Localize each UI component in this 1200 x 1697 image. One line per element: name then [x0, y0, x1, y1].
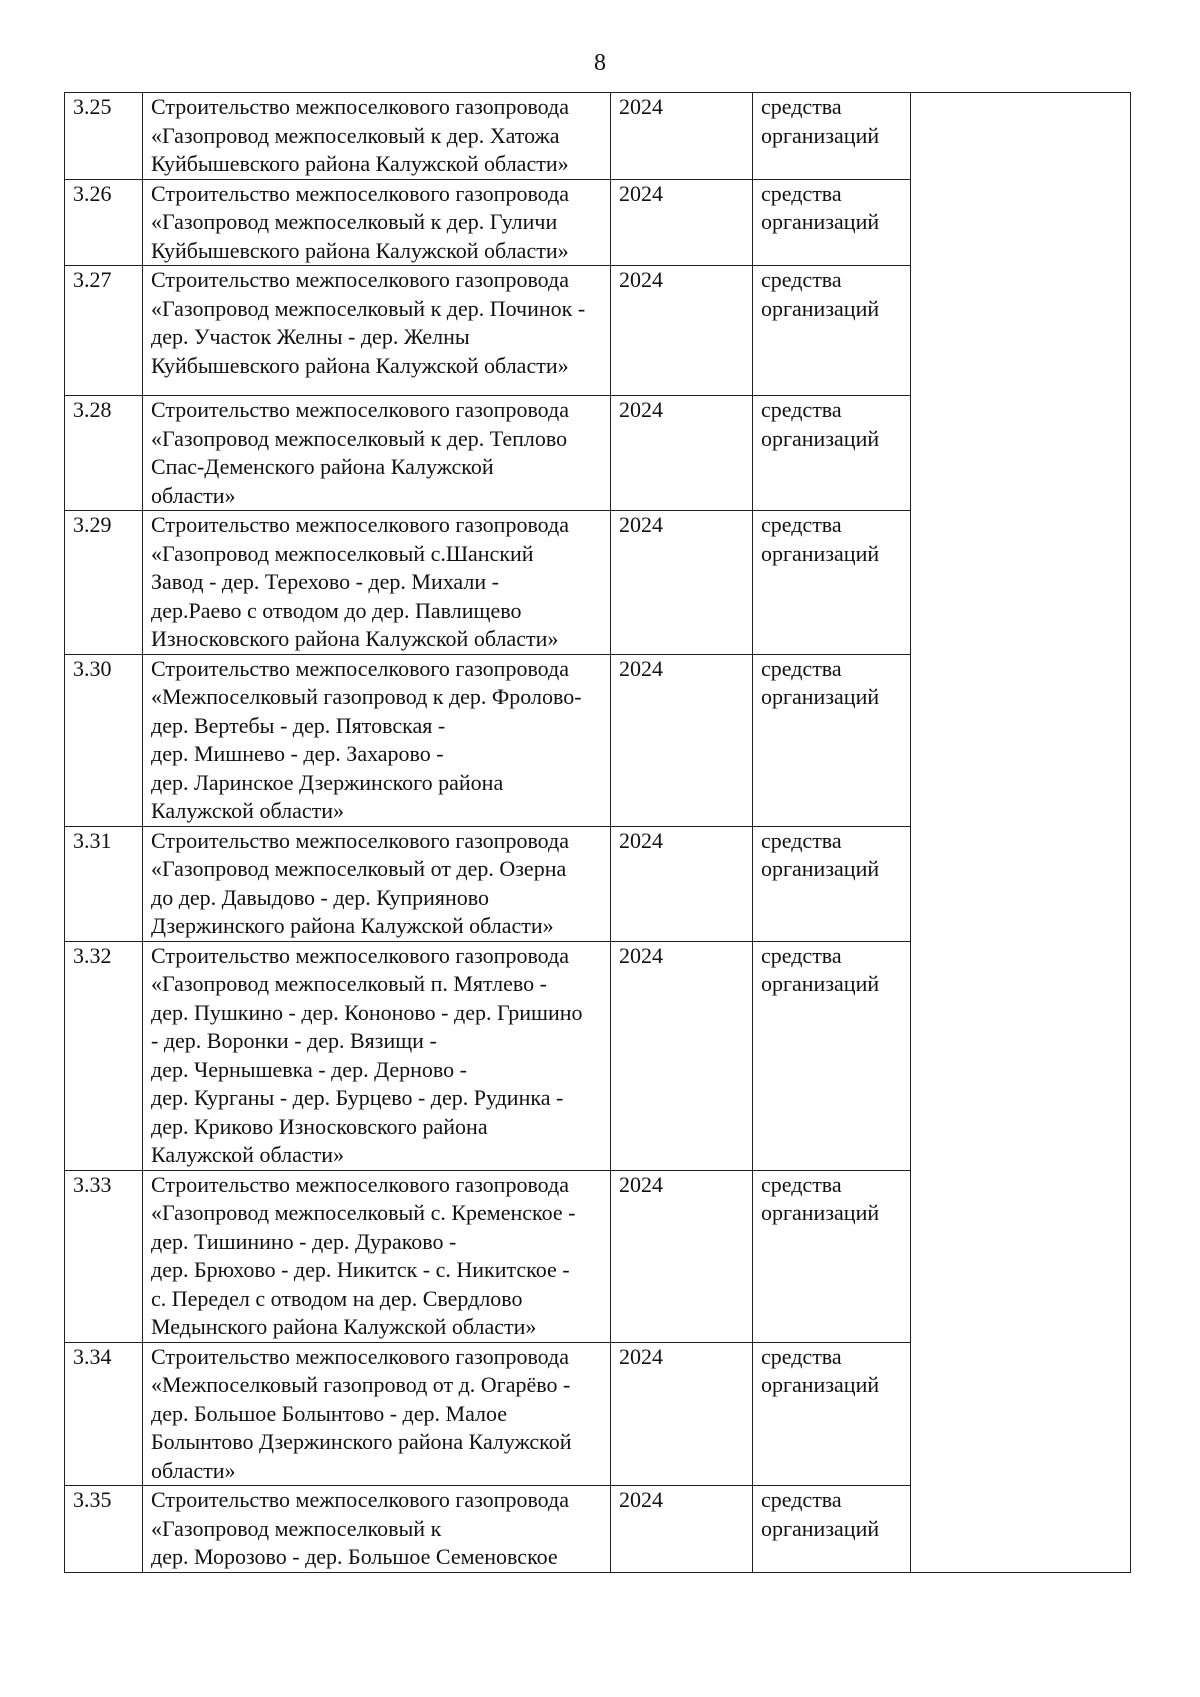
description-line: Строительство межпоселкового газопровода — [151, 1343, 569, 1369]
project-description — [143, 1342, 611, 1486]
year-cell: 2024 — [611, 266, 753, 396]
table-row — [65, 93, 1131, 180]
project-description — [143, 266, 611, 396]
year-cell: 2024 — [611, 511, 753, 655]
description-line: Завод - дер. Терехово - дер. Михали - — [151, 569, 499, 594]
description-line: Строительство межпоселкового газопровода — [151, 512, 569, 537]
description-line: Строительство межпоселкового газопровода — [151, 267, 569, 292]
description-line: Строительство межпоселкового газопровода — [151, 397, 569, 422]
funding-source — [753, 93, 911, 180]
row-number: 3.27 — [65, 266, 143, 396]
funding-source — [753, 941, 911, 1170]
row-number: 3.33 — [65, 1170, 143, 1342]
description-line: «Газопровод межпоселковый к — [151, 1515, 442, 1541]
project-description — [143, 941, 611, 1170]
funding-source-line: средства — [761, 180, 842, 206]
funding-source — [753, 179, 911, 266]
funding-source-line: средства — [761, 1343, 842, 1369]
description-line: - дер. Воронки - дер. Вязищи - — [151, 1028, 437, 1053]
year-cell: 2024 — [611, 93, 753, 180]
year-cell: 2024 — [611, 654, 753, 826]
description-line: дер. Вертебы - дер. Пятовская - — [151, 712, 446, 738]
description-line: дер. Пушкино - дер. Кононово - дер. Гришино — [151, 999, 583, 1025]
funding-source — [753, 266, 911, 396]
funding-source-line: средства — [761, 655, 842, 681]
year-cell: 2024 — [611, 1486, 753, 1573]
project-description — [143, 654, 611, 826]
year-cell: 2024 — [611, 1342, 753, 1486]
funding-source — [753, 1486, 911, 1573]
funding-source-line: средства — [761, 267, 842, 292]
table-body — [65, 93, 1131, 1573]
description-line: Дзержинского района Калужской области» — [151, 913, 554, 938]
description-line: Медынского района Калужской области» — [151, 1314, 537, 1339]
description-line: Строительство межпоселкового газопровода — [151, 942, 569, 968]
description-line: Строительство межпоселкового газопровода — [151, 94, 569, 119]
description-line: дер. Мишнево - дер. Захарово - — [151, 741, 444, 766]
funding-source — [753, 1170, 911, 1342]
funding-source-line: организаций — [761, 425, 880, 451]
description-line: дер. Большое Болынтово - дер. Малое — [151, 1400, 508, 1426]
funding-source-line: средства — [761, 397, 842, 422]
funding-source — [753, 1342, 911, 1486]
description-line: «Межпоселковый газопровод к дер. Фролово- — [151, 684, 582, 709]
description-line: «Газопровод межпоселковый п. Мятлево - — [151, 971, 547, 996]
description-line: Строительство межпоселкового газопровода — [151, 827, 569, 853]
description-line: «Газопровод межпоселковый от дер. Озерна — [151, 856, 567, 881]
row-number: 3.25 — [65, 93, 143, 180]
description-line: дер. Брюхово - дер. Никитск - с. Никитское - — [151, 1257, 570, 1282]
year-cell: 2024 — [611, 941, 753, 1170]
funding-source-line: организаций — [761, 684, 880, 709]
description-line: дер. Участок Желны - дер. Желны — [151, 324, 470, 349]
funding-source-line: средства — [761, 827, 842, 853]
description-line: дер. Криково Износковского района — [151, 1113, 488, 1139]
funding-source-line: организаций — [761, 1200, 880, 1225]
description-line: Строительство межпоселкового газопровода — [151, 1171, 569, 1197]
row-number: 3.29 — [65, 511, 143, 655]
description-line: «Газопровод межпоселковый к дер. Теплово — [151, 425, 568, 451]
project-description — [143, 826, 611, 941]
description-line: дер.Раево с отводом до дер. Павлищево — [151, 597, 522, 623]
description-line: Куйбышевского района Калужской области» — [151, 237, 569, 263]
description-line: Калужской области» — [151, 1142, 344, 1167]
funding-source-line: организаций — [761, 1515, 880, 1541]
funding-source-line: средства — [761, 1487, 842, 1512]
funding-source-line: организаций — [761, 1372, 880, 1397]
funding-source — [753, 511, 911, 655]
project-description — [143, 511, 611, 655]
description-line: дер. Тишинино - дер. Дураково - — [151, 1228, 457, 1254]
description-line: Строительство межпоселкового газопровода — [151, 180, 569, 206]
description-line: дер. Ларинское Дзержинского района — [151, 769, 504, 795]
description-line: области» — [151, 482, 236, 508]
plan-table-wrapper — [64, 92, 1130, 1573]
year-cell: 2024 — [611, 179, 753, 266]
funding-source-line: организаций — [761, 971, 880, 996]
funding-source-line: организаций — [761, 540, 880, 566]
row-number: 3.34 — [65, 1342, 143, 1486]
row-number: 3.26 — [65, 179, 143, 266]
description-line: с. Передел с отводом на дер. Свердлово — [151, 1285, 523, 1311]
funding-source-line: организаций — [761, 856, 880, 881]
project-description — [143, 179, 611, 266]
page-number: 8 — [594, 50, 606, 76]
year-cell: 2024 — [611, 826, 753, 941]
description-line: дер. Чернышевка - дер. Дерново - — [151, 1056, 467, 1082]
description-line: дер. Морозово - дер. Большое Семеновское — [151, 1544, 558, 1569]
empty-merged-column — [911, 93, 1131, 1573]
row-number: 3.32 — [65, 941, 143, 1170]
gas-pipeline-table — [64, 92, 1131, 1573]
funding-source-line: организаций — [761, 295, 880, 321]
description-line: Болынтово Дзержинского района Калужской — [151, 1429, 572, 1454]
description-line: «Газопровод межпоселковый к дер. Хатожа — [151, 122, 560, 148]
description-line: «Межпоселковый газопровод от д. Огарёво - — [151, 1372, 571, 1397]
description-line: Строительство межпоселкового газопровода — [151, 1487, 569, 1512]
description-line: Износковского района Калужской области» — [151, 626, 559, 651]
project-description — [143, 1486, 611, 1573]
row-number: 3.28 — [65, 396, 143, 511]
project-description — [143, 93, 611, 180]
row-number: 3.35 — [65, 1486, 143, 1573]
description-line: Калужской области» — [151, 798, 344, 823]
funding-source-line: средства — [761, 94, 842, 119]
funding-source-line: средства — [761, 512, 842, 537]
description-line: «Газопровод межпоселковый к дер. Гуличи — [151, 209, 558, 234]
project-description — [143, 1170, 611, 1342]
description-line: Спас-Деменского района Калужской — [151, 454, 494, 479]
description-line: Куйбышевского района Калужской области» — [151, 151, 569, 176]
funding-source — [753, 396, 911, 511]
project-description — [143, 396, 611, 511]
funding-source-line: средства — [761, 942, 842, 968]
funding-source-line: организаций — [761, 209, 880, 234]
description-line: «Газопровод межпоселковый с.Шанский — [151, 540, 534, 566]
description-line: дер. Курганы - дер. Бурцево - дер. Рудинка - — [151, 1085, 564, 1110]
funding-source — [753, 826, 911, 941]
funding-source-line: средства — [761, 1171, 842, 1197]
description-line: Строительство межпоселкового газопровода — [151, 655, 569, 681]
description-line: «Газопровод межпоселковый с. Кременское - — [151, 1200, 576, 1225]
row-number: 3.31 — [65, 826, 143, 941]
description-line: области» — [151, 1457, 236, 1483]
funding-source-line: организаций — [761, 122, 880, 148]
funding-source — [753, 654, 911, 826]
description-line: «Газопровод межпоселковый к дер. Починок - — [151, 295, 586, 321]
year-cell: 2024 — [611, 396, 753, 511]
year-cell: 2024 — [611, 1170, 753, 1342]
description-line: Куйбышевского района Калужской области» — [151, 352, 569, 378]
row-number: 3.30 — [65, 654, 143, 826]
description-line: до дер. Давыдово - дер. Куприяново — [151, 884, 490, 910]
